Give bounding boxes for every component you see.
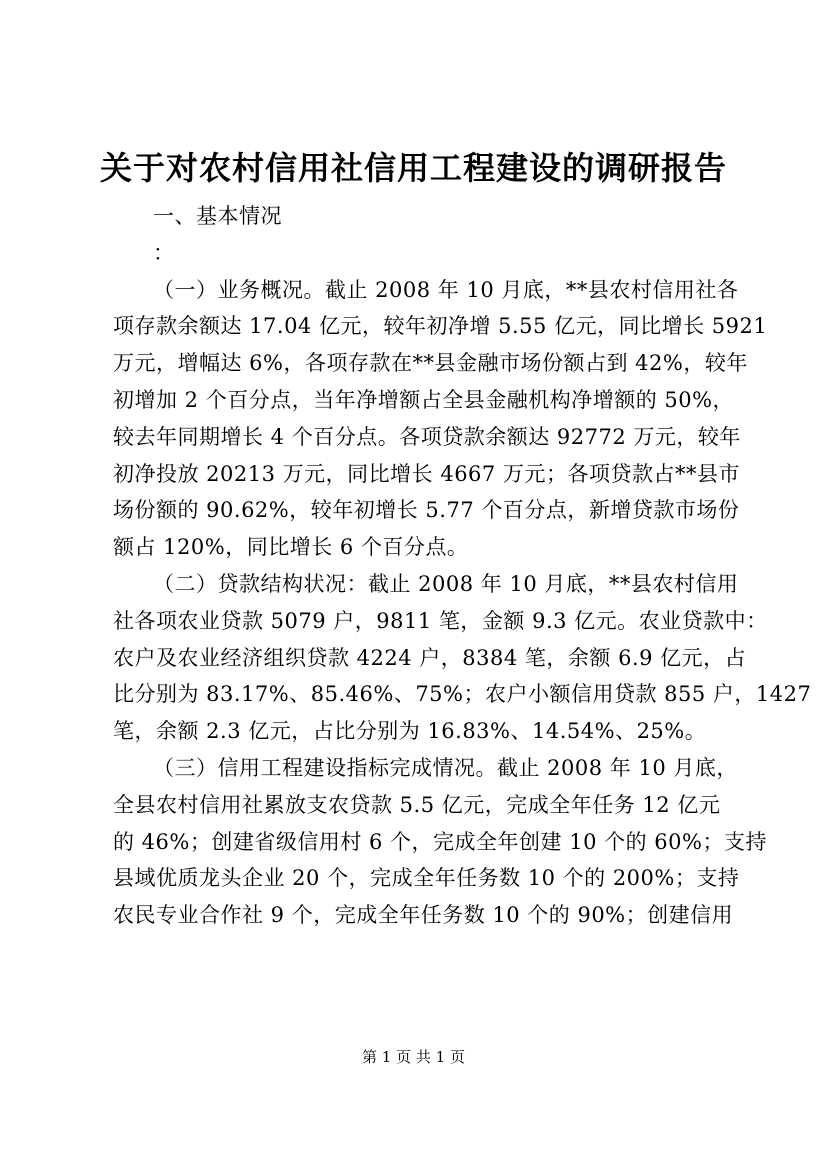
paragraph-line: 笔，余额 2.3 亿元，占比分别为 16.83%、14.54%、25%。 [113,719,707,744]
document-body [113,198,812,934]
paragraph-line: 初净投放 20213 万元，同比增长 4667 万元；各项贷款占**县市 [113,461,740,486]
paragraph-line: 项存款余额达 17.04 亿元，较年初净增 5.55 亿元，同比增长 5921 [113,314,768,339]
paragraph-line: 社各项农业贷款 5079 户，9811 笔，金额 9.3 亿元。农业贷款中： [113,608,768,633]
page-number-footer: 第 1 页 共 1 页 [362,1048,465,1066]
paragraph-line: 比分别为 83.17%、85.46%、75%；农户小额信用贷款 855 户，1427 [113,682,812,707]
colon-line: ： [153,240,175,265]
paragraph-line: （一）业务概况。截止 2008 年 10 月底，**县农村信用社各 [153,277,739,302]
paragraph-business-overview [113,272,768,566]
paragraph-line: 万元，增幅达 6%，各项存款在**县金融市场份额占到 42%，较年 [113,351,748,376]
paragraph-line: （三）信用工程建设指标完成情况。截止 2008 年 10 月底， [153,755,738,780]
document-title: 关于对农村信用社信用工程建设的调研报告 [99,149,727,187]
paragraph-line: 农户及农业经济组织贷款 4224 户，8384 笔，余额 6.9 亿元，占 [113,645,747,670]
paragraph-credit-project-indicators [113,750,767,934]
paragraph-line: 全县农村信用社累放支农贷款 5.5 亿元，完成全年任务 12 亿元 [113,792,721,817]
paragraph-line: 农民专业合作社 9 个，完成全年任务数 10 个的 90%；创建信用 [113,903,734,928]
paragraph-loan-structure [113,566,812,750]
section-heading: 一、基本情况 [153,204,282,228]
paragraph-line: 较去年同期增长 4 个百分点。各项贷款余额达 92772 万元，较年 [113,424,741,449]
paragraph-line: 初增加 2 个百分点，当年净增额占全县金融机构净增额的 50%， [113,387,735,412]
paragraph-line: 的 46%；创建省级信用村 6 个，完成全年创建 10 个的 60%；支持 [113,829,767,854]
paragraph-line: 县域优质龙头企业 20 个，完成全年任务数 10 个的 200%；支持 [113,866,740,891]
paragraph-line: （二）贷款结构状况：截止 2008 年 10 月底，**县农村信用 [153,571,739,596]
paragraph-line: 场份额的 90.62%，较年初增长 5.77 个百分点，新增贷款市场份 [113,498,740,523]
paragraph-line: 额占 120%，同比增长 6 个百分点。 [113,535,469,560]
